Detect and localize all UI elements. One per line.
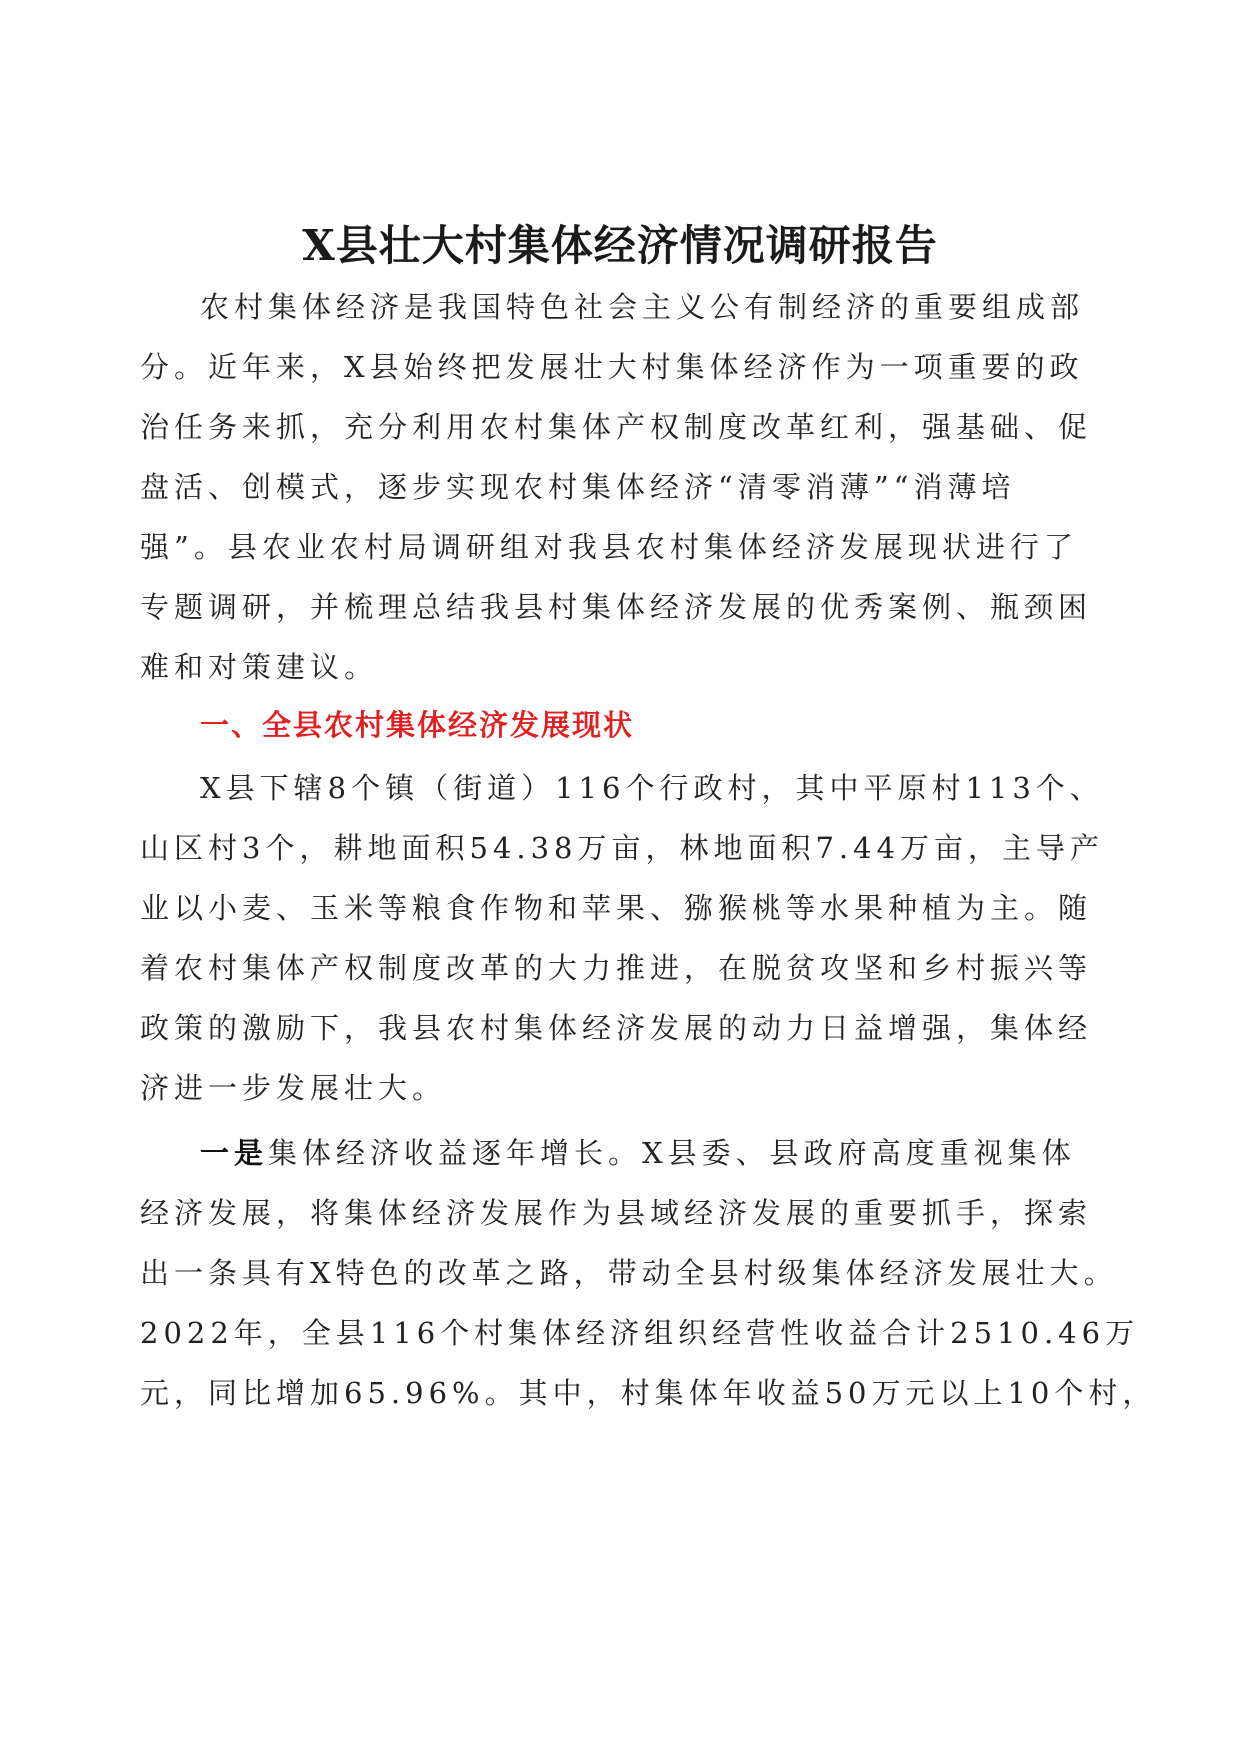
intro-line: 分。近年来，X县始终把发展壮大村集体经济作为一项重要的政: [140, 350, 1084, 384]
page-title: X县壮大村集体经济情况调研报告: [302, 221, 938, 270]
section-line: 山区村3个，耕地面积54.38万亩，林地面积7.44万亩，主导产: [140, 831, 1105, 865]
intro-line: 农村集体经济是我国特色社会主义公有制经济的重要组成部: [200, 290, 1085, 324]
intro-line: 专题调研，并梳理总结我县村集体经济发展的优秀案例、瓶颈困: [140, 590, 1093, 624]
intro-line: 强”。县农业农村局调研组对我县农村集体经济发展现状进行了: [140, 530, 1078, 564]
point-lead: 一是: [200, 1136, 269, 1170]
point-line: 元，同比增加65.96%。其中，村集体年收益50万元以上10个村，: [140, 1376, 1157, 1410]
section-line: 济进一步发展壮大。: [140, 1071, 447, 1105]
section-line: 政策的激励下，我县农村集体经济发展的动力日益增强，集体经: [140, 1011, 1093, 1045]
intro-line: 难和对策建议。: [140, 650, 379, 684]
point-first-line: [200, 1133, 1076, 1173]
section-line: 业以小麦、玉米等粮食作物和苹果、猕猴桃等水果种植为主。随: [140, 891, 1093, 925]
intro-line: 治任务来抓，充分利用农村集体产权制度改革红利，强基础、促: [140, 410, 1093, 444]
point-line: 经济发展，将集体经济发展作为县域经济发展的重要抓手，探索: [140, 1196, 1093, 1230]
section-line: X县下辖8个镇（街道）116个行政村，其中平原村113个、: [200, 771, 1104, 805]
intro-line: 盘活、创模式，逐步实现农村集体经济“清零消薄”“消薄培: [140, 470, 1016, 504]
point-first-rest: 集体经济收益逐年增长。X县委、县政府高度重视集体: [268, 1136, 1076, 1170]
section-heading: 一、全县农村集体经济发展现状: [200, 708, 635, 742]
point-line: 出一条具有X特色的改革之路，带动全县村级集体经济发展壮大。: [140, 1256, 1118, 1290]
point-line: 2022年，全县116个村集体经济组织经营性收益合计2510.46万: [140, 1316, 1140, 1350]
section-line: 着农村集体产权制度改革的大力推进，在脱贫攻坚和乡村振兴等: [140, 951, 1093, 985]
